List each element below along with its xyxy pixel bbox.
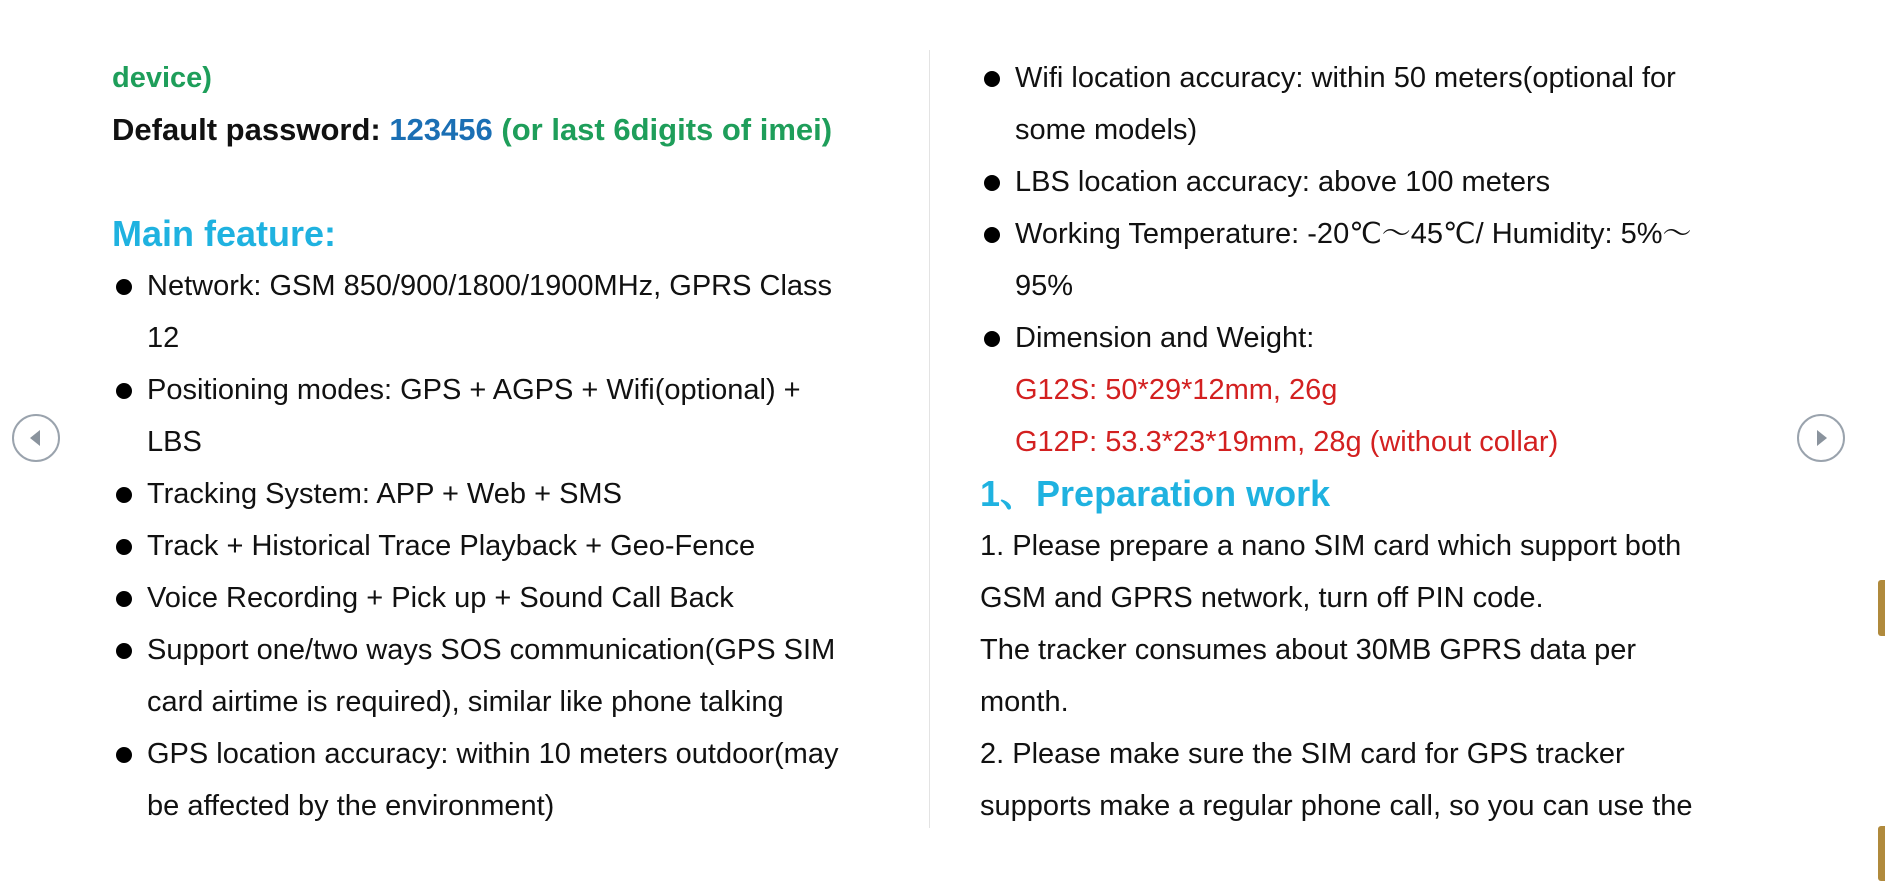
chevron-right-icon bbox=[1799, 416, 1843, 460]
bullet-icon bbox=[116, 487, 132, 503]
dimension-g12s: G12S: 50*29*12mm, 26g bbox=[1015, 374, 1338, 406]
feature-line: Working Temperature: -20℃～45℃/ Humidity: 5%～ bbox=[1015, 218, 1692, 250]
preparation-work-heading: 1、Preparation work bbox=[980, 473, 1331, 514]
password-value: 123456 bbox=[389, 112, 493, 147]
feature-line: LBS bbox=[147, 426, 202, 458]
default-password-line bbox=[112, 104, 872, 156]
feature-wifi-accuracy bbox=[980, 52, 1740, 156]
feature-line: Dimension and Weight: bbox=[1015, 322, 1315, 354]
prep-line: 2. Please make sure the SIM card for GPS tracker bbox=[980, 738, 1625, 770]
feature-line: be affected by the environment) bbox=[147, 790, 555, 822]
feature-line: some models) bbox=[1015, 114, 1198, 146]
main-feature-heading: Main feature: bbox=[112, 213, 337, 254]
feature-line: Voice Recording + Pick up + Sound Call Back bbox=[147, 582, 734, 614]
feature-network bbox=[112, 260, 872, 364]
bullet-icon bbox=[984, 331, 1000, 347]
prep-line: 1. Please prepare a nano SIM card which support both bbox=[980, 530, 1682, 562]
feature-positioning bbox=[112, 364, 872, 468]
feature-line: LBS location accuracy: above 100 meters bbox=[1015, 166, 1551, 198]
next-page-button[interactable] bbox=[1797, 414, 1845, 462]
previous-page-button[interactable] bbox=[12, 414, 60, 462]
bullet-icon bbox=[116, 591, 132, 607]
feature-gps-accuracy bbox=[112, 728, 872, 832]
intro-tail-text: device) bbox=[112, 62, 212, 94]
prep-line: GSM and GPRS network, turn off PIN code. bbox=[980, 582, 1544, 614]
bullet-icon bbox=[116, 643, 132, 659]
right-column bbox=[980, 52, 1740, 832]
feature-line: Track + Historical Trace Playback + Geo-Fence bbox=[147, 530, 756, 562]
feature-line: Wifi location accuracy: within 50 meters(optional for bbox=[1015, 62, 1676, 94]
feature-dimension-weight bbox=[980, 312, 1740, 468]
feature-line: card airtime is required), similar like phone talking bbox=[147, 686, 784, 718]
column-divider bbox=[929, 50, 930, 828]
bullet-icon bbox=[116, 383, 132, 399]
feature-line: Network: GSM 850/900/1800/1900MHz, GPRS Class bbox=[147, 270, 833, 302]
bullet-icon bbox=[116, 279, 132, 295]
bullet-icon bbox=[984, 227, 1000, 243]
feature-voice-recording bbox=[112, 572, 872, 624]
password-note: (or last 6digits of imei) bbox=[492, 112, 833, 147]
feature-line: 12 bbox=[147, 322, 180, 354]
feature-line: Tracking System: APP + Web + SMS bbox=[147, 478, 622, 510]
feature-track-playback bbox=[112, 520, 872, 572]
edge-handle[interactable] bbox=[1878, 580, 1885, 636]
bullet-icon bbox=[116, 747, 132, 763]
bullet-icon bbox=[116, 539, 132, 555]
feature-line: Support one/two ways SOS communication(GPS SIM bbox=[147, 634, 836, 666]
chevron-left-icon bbox=[14, 416, 58, 460]
edge-handle[interactable] bbox=[1878, 826, 1885, 881]
feature-line: 95% bbox=[1015, 270, 1074, 302]
left-column bbox=[112, 52, 872, 832]
feature-tracking-system bbox=[112, 468, 872, 520]
feature-sos bbox=[112, 624, 872, 728]
feature-working-temperature bbox=[980, 208, 1740, 312]
prep-line: The tracker consumes about 30MB GPRS data per bbox=[980, 634, 1637, 666]
password-label: Default password: bbox=[112, 112, 390, 147]
bullet-icon bbox=[984, 71, 1000, 87]
bullet-icon bbox=[984, 175, 1000, 191]
spacer bbox=[112, 156, 872, 208]
feature-line: GPS location accuracy: within 10 meters outdoor(may bbox=[147, 738, 839, 770]
dimension-g12p: G12P: 53.3*23*19mm, 28g (without collar) bbox=[1015, 426, 1559, 458]
feature-line: Positioning modes: GPS + AGPS + Wifi(optional) + bbox=[147, 374, 801, 406]
feature-lbs-accuracy bbox=[980, 156, 1740, 208]
prep-line: supports make a regular phone call, so you can use the bbox=[980, 790, 1693, 822]
prep-line: month. bbox=[980, 686, 1069, 718]
